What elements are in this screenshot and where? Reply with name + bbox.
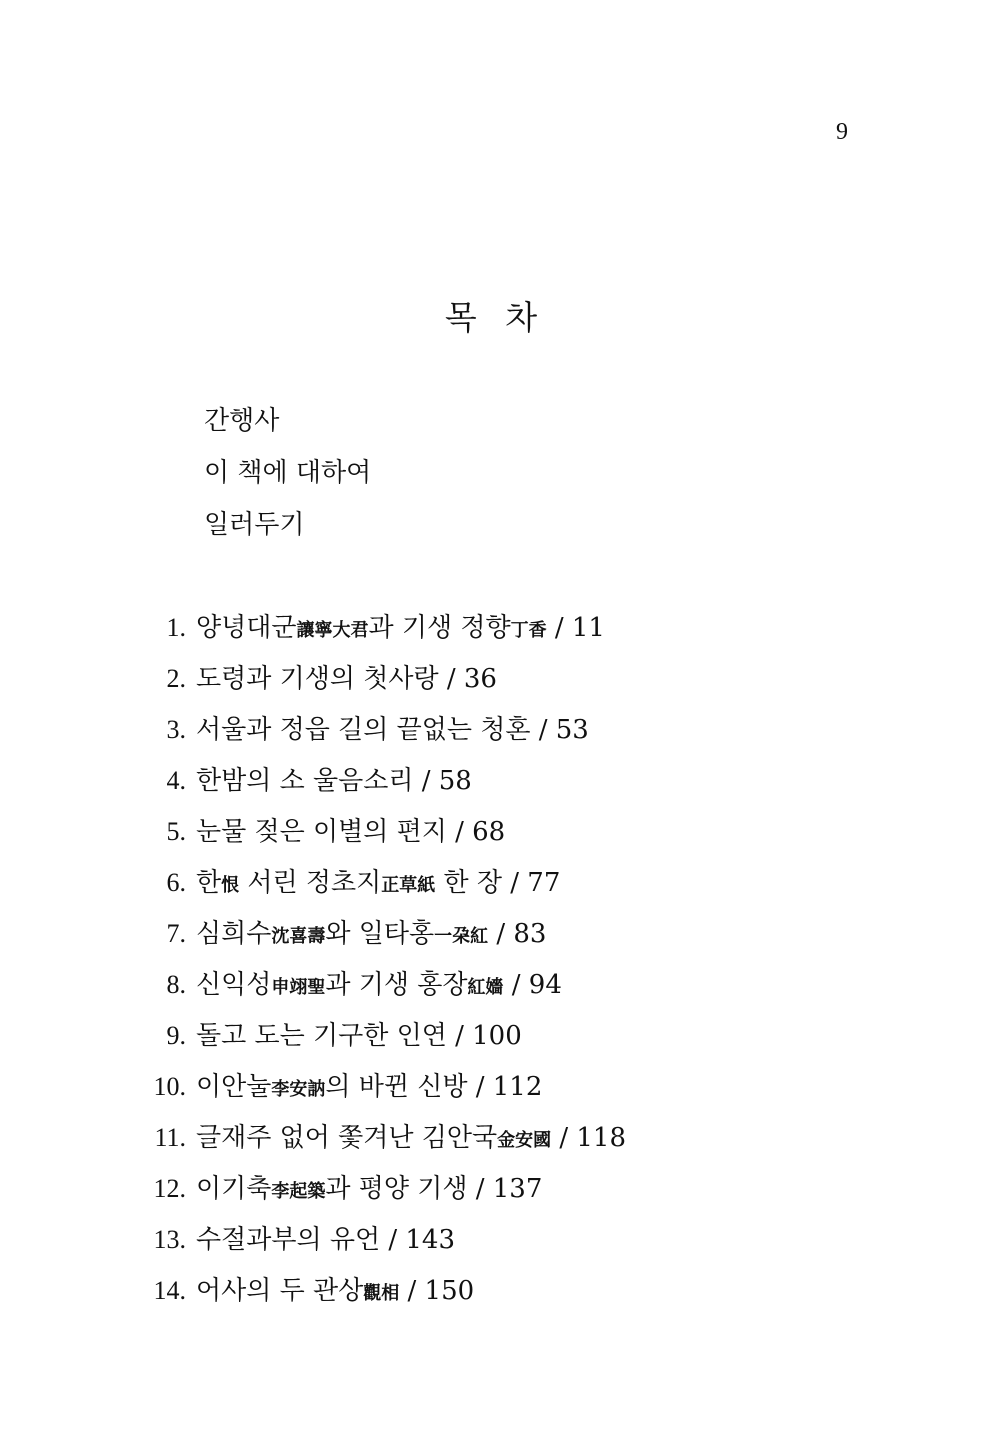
chapter-title [196,812,505,863]
front-matter-list [204,402,371,558]
hanja-annotation: 正草紙 [381,875,436,896]
chapter-number: 1. [166,613,186,642]
hanja-annotation: 讓寧大君 [296,620,369,641]
chapter-entry [0,1118,626,1169]
hanja-annotation: 丁香 [510,620,547,641]
hanja-annotation: 申翊聖 [271,977,326,998]
chapter-entry [0,659,626,710]
chapter-title [196,1067,542,1118]
chapter-title-text: / 11 [546,613,605,643]
front-matter-item: 이 책에 대하여 [204,458,372,488]
chapter-entry [0,863,626,914]
front-matter-item: 일러두기 [204,510,305,540]
chapter-number: 4. [166,766,186,795]
chapter-number: 7. [166,919,186,948]
chapter-entry [0,608,626,659]
chapter-entry [0,914,626,965]
chapter-title-text: / 150 [399,1276,475,1306]
chapter-number: 11. [154,1123,186,1152]
chapter-title-text: 서린 정초지 [239,868,382,898]
chapter-title [196,710,589,761]
chapter-title-text: 과 평양 기생 / 137 [325,1174,543,1204]
chapter-title-text: 양녕대군 [196,613,297,643]
chapter-title [196,761,472,812]
chapter-title [196,1169,542,1220]
chapter-number: 2. [166,664,186,693]
chapter-number: 12. [153,1174,186,1203]
front-matter-item: 간행사 [204,406,280,436]
chapter-title [196,1118,626,1169]
chapter-list [0,608,626,1322]
hanja-annotation: 李起築 [271,1181,326,1202]
chapter-title [196,1016,522,1067]
chapter-title-text: 돌고 도는 기구한 인연 / 100 [196,1021,522,1051]
chapter-title-text: 한 [196,868,222,898]
chapter-entry [0,965,626,1016]
chapter-entry [0,1067,626,1118]
hanja-annotation: 沈喜壽 [271,926,326,947]
chapter-entry [0,1169,626,1220]
chapter-number: 9. [166,1021,186,1050]
chapter-title-text: 와 일타홍 [325,919,435,949]
chapter-title-text: 심희수 [196,919,272,949]
chapter-entry [0,710,626,761]
hanja-annotation: 恨 [221,875,240,896]
chapter-title [196,1220,455,1271]
chapter-title-text: 수절과부의 유언 / 143 [196,1225,455,1255]
chapter-title-text: / 83 [488,919,547,949]
chapter-title-text: / 94 [503,970,562,1000]
chapter-title-text: 과 기생 홍장 [325,970,468,1000]
chapter-title-text: 한밤의 소 울음소리 / 58 [196,766,472,796]
chapter-number: 10. [153,1072,186,1101]
chapter-title-text: 한 장 / 77 [435,868,561,898]
chapter-title [196,1271,474,1322]
chapter-number: 5. [166,817,186,846]
chapter-entry [0,812,626,863]
chapter-title-text: 눈물 젖은 이별의 편지 / 68 [196,817,506,847]
chapter-title-text: / 118 [551,1123,626,1153]
chapter-entry [0,1016,626,1067]
chapter-title [196,659,497,710]
chapter-title [196,863,560,914]
chapter-number: 8. [166,970,186,999]
hanja-annotation: 紅嬙 [467,977,504,998]
page-number: 9 [836,119,848,145]
chapter-title [196,965,562,1016]
hanja-annotation: 李安訥 [271,1079,326,1100]
chapter-title-text: 이안눌 [196,1072,272,1102]
hanja-annotation: 一朶紅 [434,926,489,947]
hanja-annotation: 金安國 [497,1130,552,1151]
chapter-entry [0,1220,626,1271]
page-title: 목 차 [444,298,540,337]
chapter-title [196,914,546,965]
chapter-number: 3. [166,715,186,744]
chapter-number: 13. [153,1225,186,1254]
hanja-annotation: 觀相 [363,1283,400,1304]
chapter-entry [0,1271,626,1322]
chapter-title-text: 의 바뀐 신방 / 112 [325,1072,543,1102]
chapter-title-text: 어사의 두 관상 [196,1276,364,1306]
chapter-title-text: 과 기생 정향 [368,613,511,643]
chapter-title-text: 도령과 기생의 첫사랑 / 36 [196,664,497,694]
chapter-title-text: 서울과 정읍 길의 끝없는 청혼 / 53 [196,715,589,745]
chapter-number: 14. [153,1276,186,1305]
chapter-entry [0,761,626,812]
chapter-title [196,608,605,659]
chapter-title-text: 신익성 [196,970,272,1000]
chapter-number: 6. [166,868,186,897]
chapter-title-text: 이기축 [196,1174,272,1204]
chapter-title-text: 글재주 없어 쫓겨난 김안국 [196,1123,498,1153]
